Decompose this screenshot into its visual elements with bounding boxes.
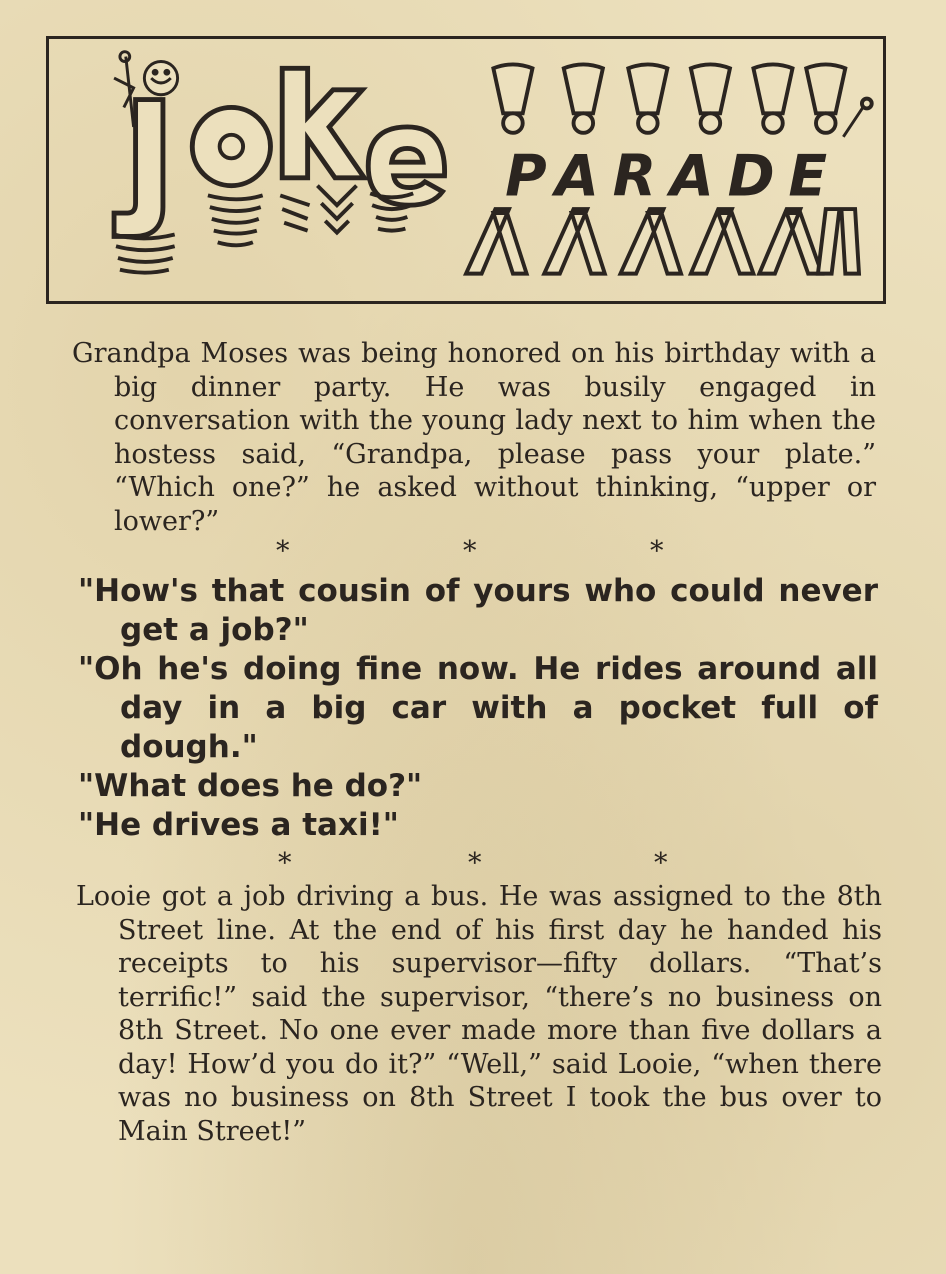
separator-star: *	[650, 536, 664, 567]
separator-star: *	[276, 536, 290, 567]
dialogue-line: "He drives a taxi!"	[78, 807, 399, 843]
joke-grandpa-moses: Grandpa Moses was being honored on his birthday with a big dinner party. He was busily engaged in conversation with the young lady next to him when the hostess said, “Grandpa, please pass your plate.” “Which one?” he asked without thinking, “upper or lower?”	[72, 338, 876, 537]
separator-stars	[0, 848, 946, 879]
joke-parade-logo	[49, 39, 883, 301]
separator-star: *	[654, 848, 668, 879]
separator-stars	[0, 536, 946, 567]
joke-parade-header	[46, 36, 886, 304]
separator-star: *	[468, 848, 482, 879]
separator-star: *	[278, 848, 292, 879]
dialogue-line: "What does he do?"	[78, 768, 423, 804]
joke-looie-bus: Looie got a job driving a bus. He was assigned to the 8th Street line. At the end of his first day he handed his receipts to his supervisor—fifty dollars. “That’s terrific!” said the supervisor, “there’s no business on 8th Street. No one ever made more than five dollars a day! How’d you do it?” “Well,” said Looie, “when there was no business on 8th Street I took the bus over to Main Street!”	[76, 881, 882, 1147]
separator-star: *	[463, 536, 477, 567]
joke-taxi-cousin	[78, 572, 878, 845]
exclamation-marks-graphic	[493, 64, 871, 136]
marching-legs-graphic	[466, 209, 859, 274]
dialogue-line: "How's that cousin of yours who could never get a job?"	[78, 573, 878, 648]
parade-title: PARADE	[505, 143, 841, 210]
dialogue-line: "Oh he's doing fine now. He rides around all day in a big car with a pocket full of dough."	[78, 651, 878, 765]
